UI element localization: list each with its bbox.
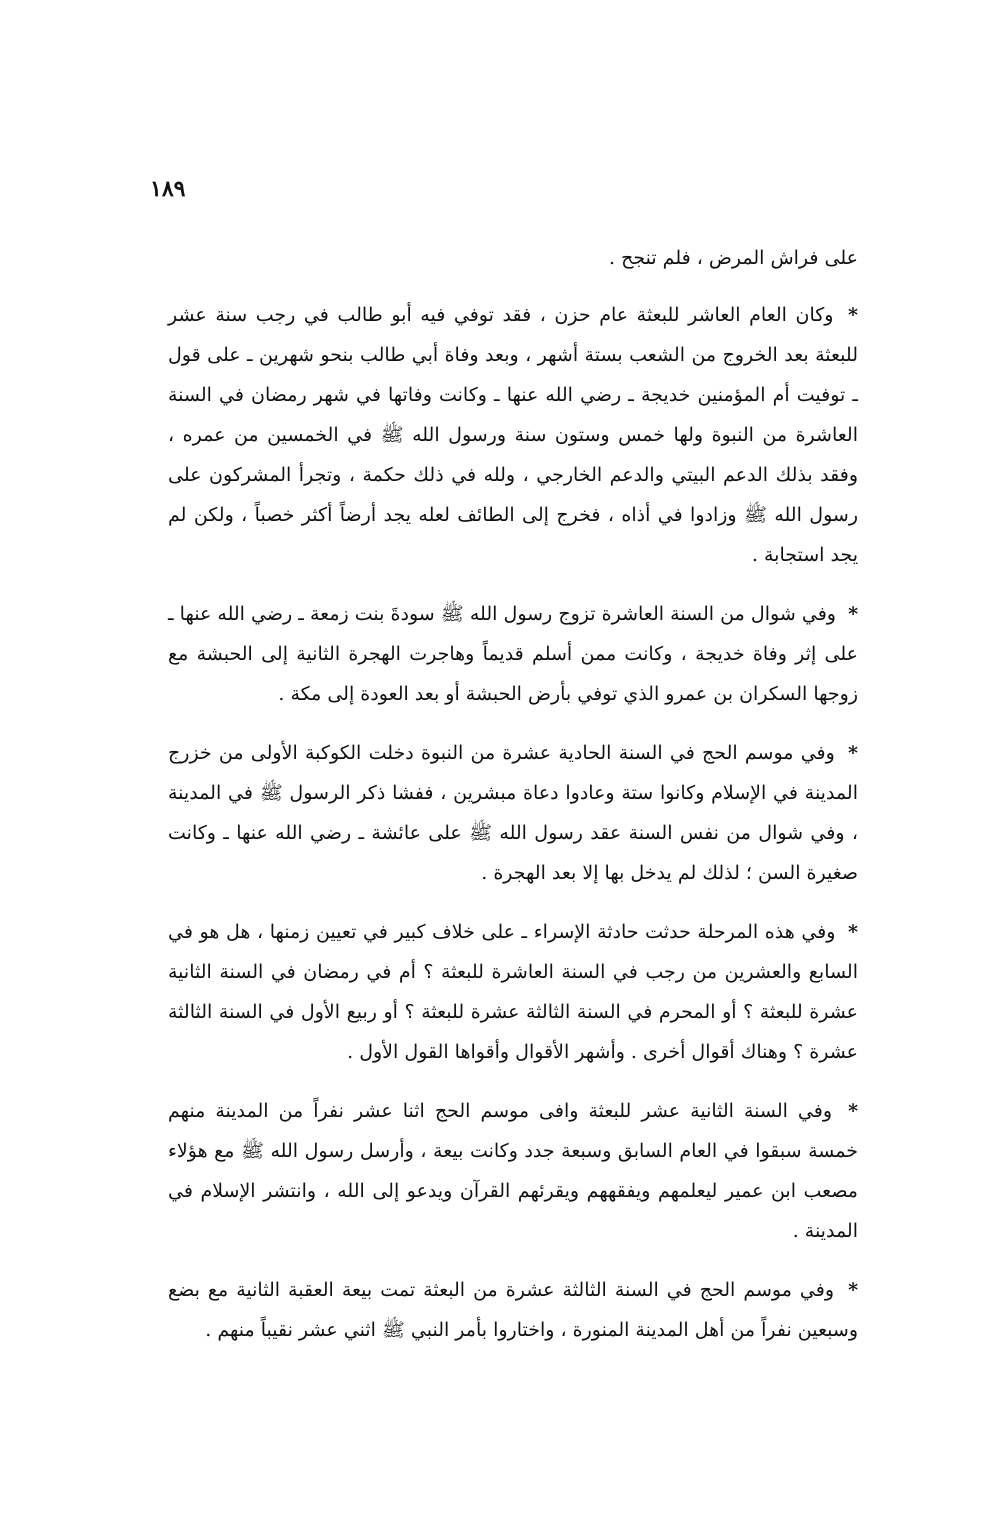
paragraph-7 [168, 1270, 858, 1350]
paragraph-6 [168, 1091, 858, 1251]
paragraph-text: على فراش المرض ، فلم تنجح . [609, 247, 858, 269]
paragraph-text: وفي شوال من السنة العاشرة تزوج رسول الله ﷺ سودةَ بنت زمعة ـ رضي الله عنها ـ على إثر وفاة خديجة ، وكانت ممن أسلم قديماً وهاجرت الهجرة الثانية إلى الحبشة مع زوجها السكران بن عمرو الذي توفي بأرض الحبشة أو بعد العودة إلى مكة . [168, 603, 858, 705]
paragraph-5 [168, 912, 858, 1072]
bullet-marker: * [848, 1279, 858, 1301]
paragraph-text: وفي موسم الحج في السنة الحادية عشرة من النبوة دخلت الكوكبة الأولى من خزرج المدينة في الإسلام وكانوا ستة وعادوا دعاة مبشرين ، ففشا ذكر الرسول ﷺ في المدينة ، وفي شوال من نفس السنة عقد رسول الله ﷺ على عائشة ـ رضي الله عنها ـ وكانت صغيرة السن ؛ لذلك لم يدخل بها إلا بعد الهجرة . [168, 742, 858, 884]
paragraph-text: وفي موسم الحج في السنة الثالثة عشرة من البعثة تمت بيعة العقبة الثانية مع بضع وسبعين نفراً من أهل المدينة المنورة ، واختاروا بأمر النبي ﷺ اثني عشر نقيباً منهم . [168, 1279, 858, 1341]
body-text [168, 238, 858, 1369]
bullet-marker: * [848, 603, 858, 625]
paragraph-text: وكان العام العاشر للبعثة عام حزن ، فقد توفي فيه أبو طالب في رجب سنة عشر للبعثة بعد الخروج من الشعب بستة أشهر ، وبعد وفاة أبي طالب بنحو شهرين ـ على قول ـ توفيت أم المؤمنين خديجة ـ رضي الله عنها ـ وكانت وفاتها في شهر رمضان في السنة العاشرة من النبوة ولها خمس وستون سنة ورسول الله ﷺ في الخمسين من عمره ، وفقد بذلك الدعم البيتي والدعم الخارجي ، ولله في ذلك حكمة ، وتجرأ المشركون على رسول الله ﷺ وزادوا في أذاه ، فخرج إلى الطائف لعله يجد أرضاً أكثر خصباً ، ولكن لم يجد استجابة . [168, 304, 858, 566]
paragraph-text: وفي هذه المرحلة حدثت حادثة الإسراء ـ على خلاف كبير في تعيين زمنها ، هل هو في السابع والعشرين من رجب في السنة العاشرة للبعثة ؟ أم في رمضان في السنة الثانية عشرة للبعثة ؟ أو المحرم في السنة الثالثة عشرة للبعثة ؟ أو ربيع الأول في السنة الثالثة عشرة ؟ وهناك أقوال أخرى . وأشهر الأقوال وأقواها القول الأول . [168, 921, 858, 1063]
bullet-marker: * [848, 921, 858, 943]
paragraph-text: وفي السنة الثانية عشر للبعثة وافى موسم الحج اثنا عشر نفراً من المدينة منهم خمسة سبقوا في العام السابق وسبعة جدد وكانت بيعة ، وأرسل رسول الله ﷺ مع هؤلاء مصعب ابن عمير ليعلمهم ويفقههم ويقرئهم القرآن ويدعو إلى الله ، وانتشر الإسلام في المدينة . [168, 1100, 858, 1242]
paragraph-2 [168, 295, 858, 575]
bullet-marker: * [848, 742, 858, 764]
page-number: ١٨٩ [150, 176, 186, 202]
bullet-marker: * [848, 1100, 859, 1122]
paragraph-1 [168, 238, 858, 278]
bullet-marker: * [848, 304, 858, 326]
paragraph-4 [168, 733, 858, 893]
paragraph-3 [168, 594, 858, 714]
